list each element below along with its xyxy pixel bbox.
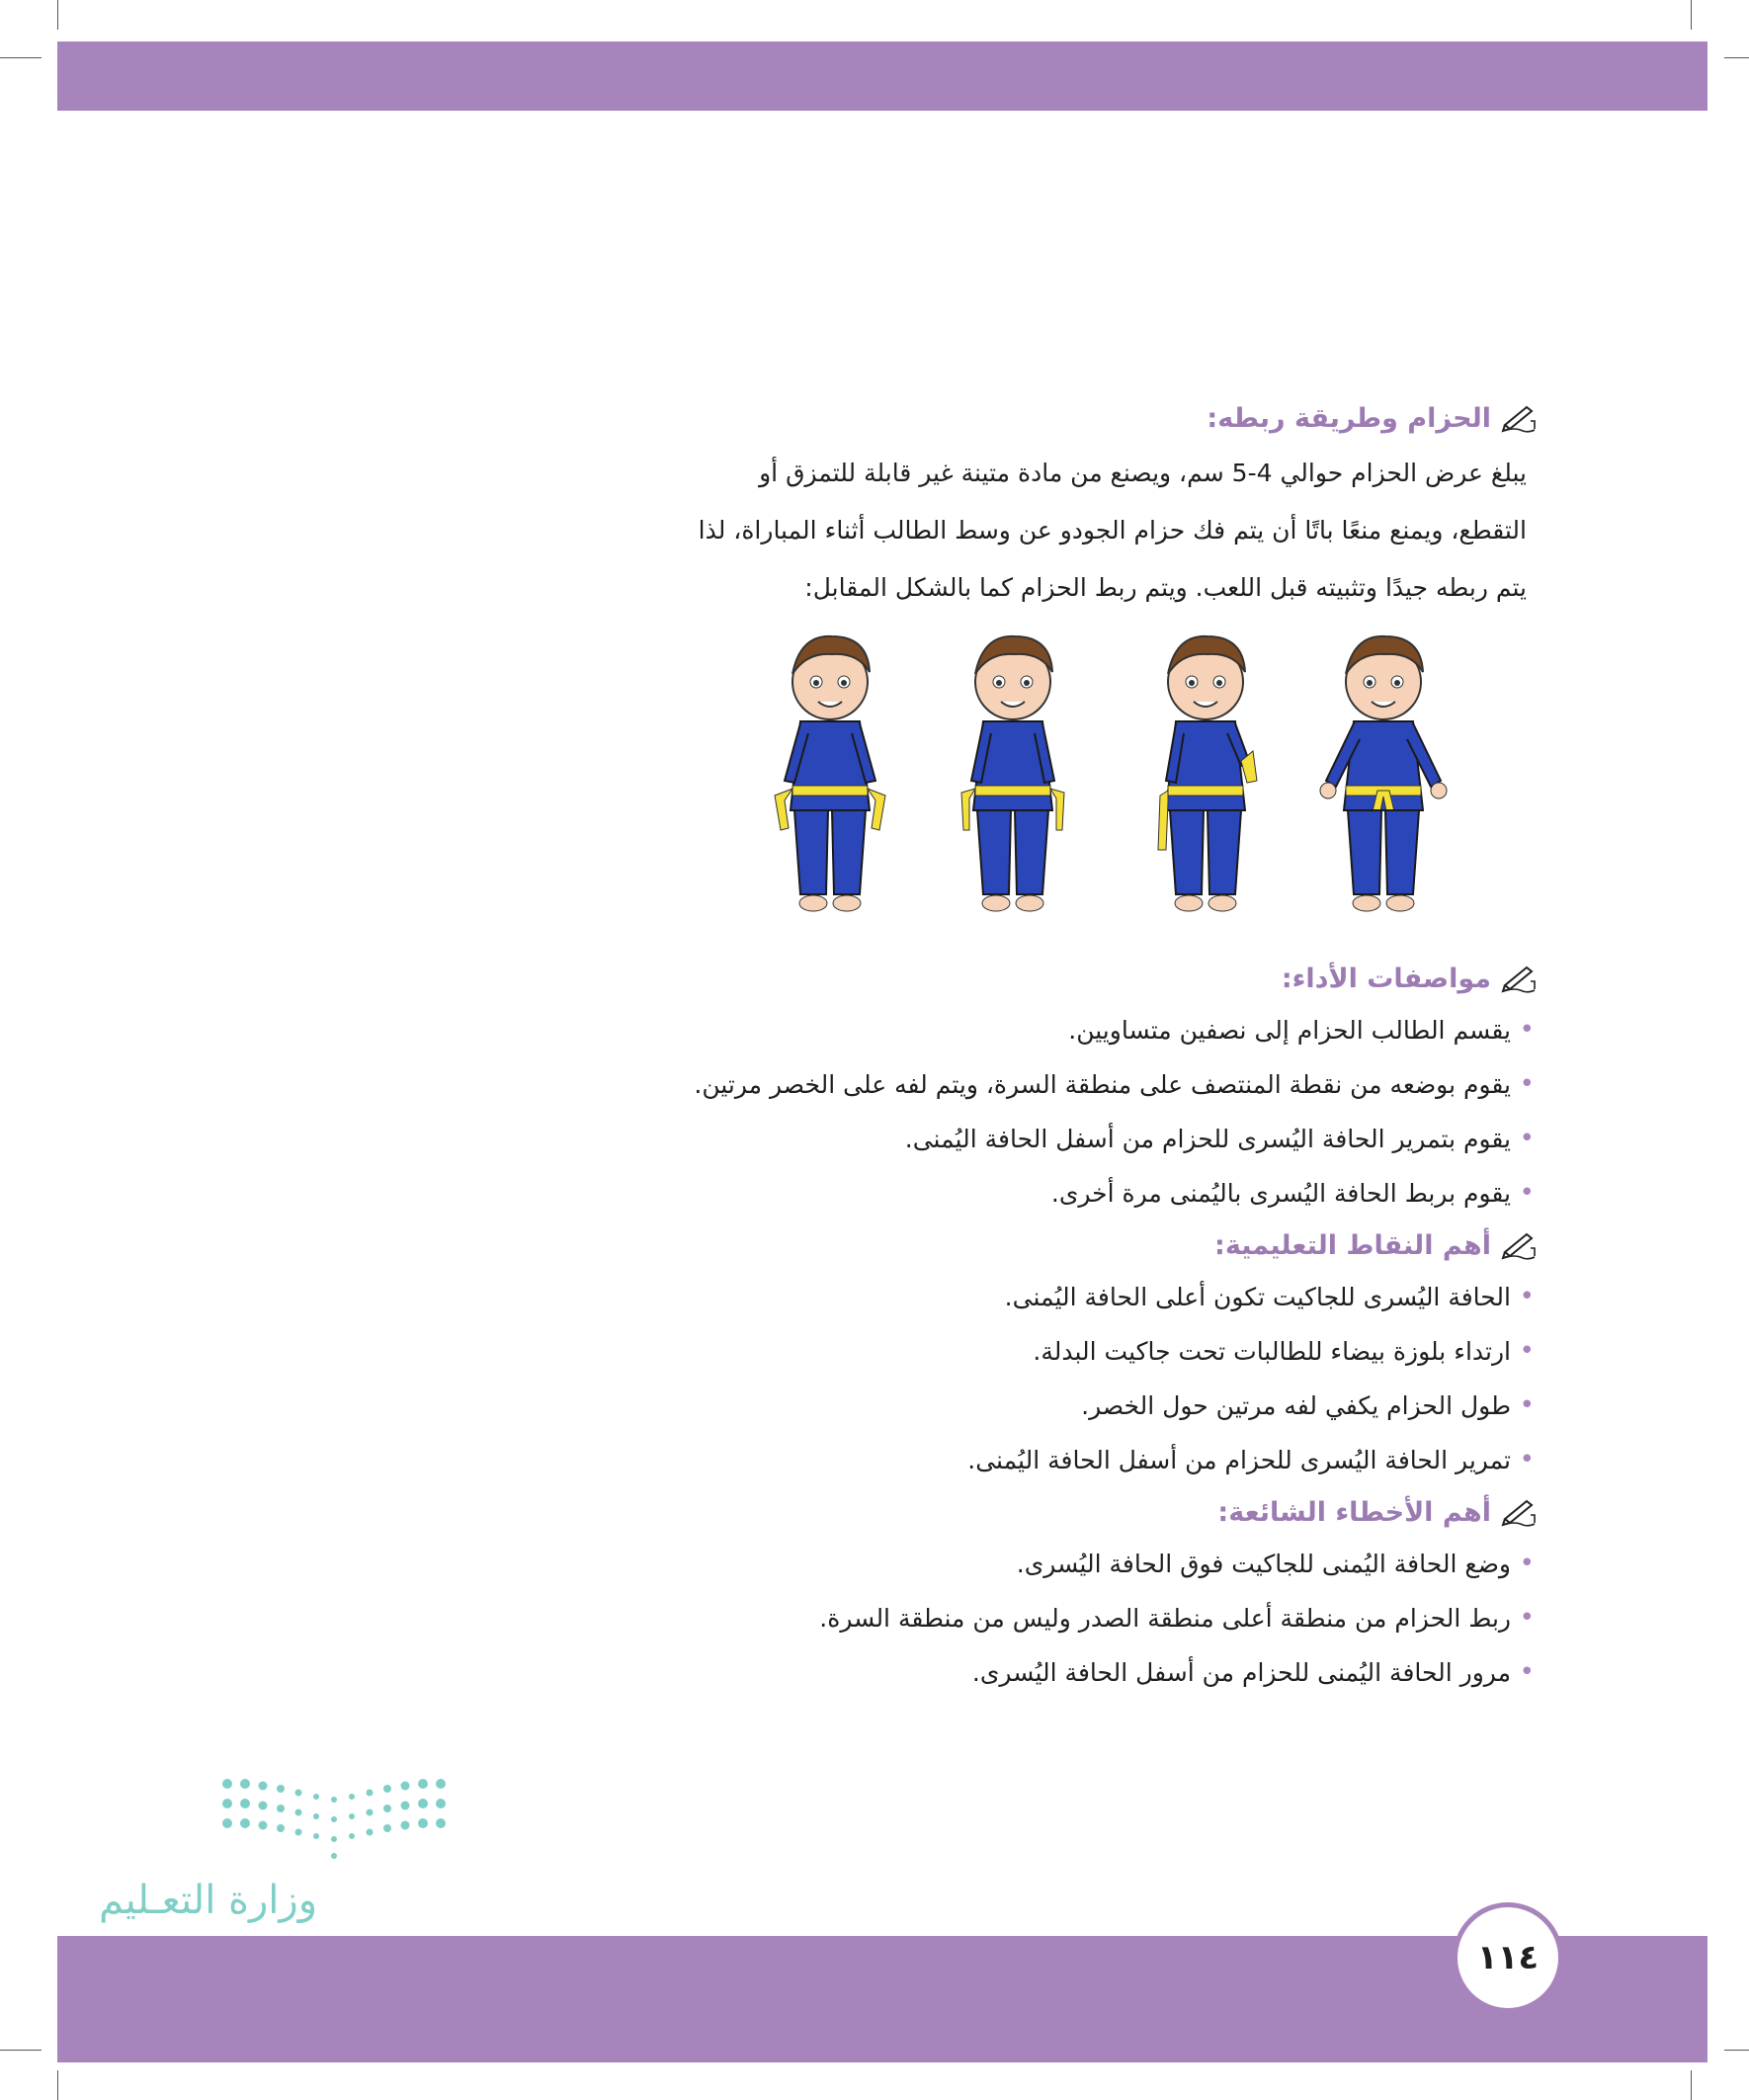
errors-heading-text: أهم الأخطاء الشائعة:: [1217, 1496, 1491, 1528]
list-item: • يقوم بتمرير الحافة اليُسرى للحزام من أسفل الحافة اليُمنى.: [583, 1112, 1537, 1166]
pen-icon: [1501, 1497, 1537, 1527]
list-item: • طول الحزام يكفي لفه مرتين حول الخصر.: [583, 1379, 1537, 1433]
belt-heading-text: الحزام وطريقة ربطه:: [1207, 402, 1491, 434]
list-item: • وضع الحافة اليُمنى للجاكيت فوق الحافة اليُسرى.: [583, 1537, 1537, 1591]
header-band: [57, 42, 1707, 111]
crop-mark: [0, 57, 42, 58]
crop-mark: [1724, 57, 1749, 58]
belt-heading: [583, 393, 1537, 443]
judoka-figure-step-1: [771, 623, 889, 919]
judoka-figure-step-2: [954, 623, 1072, 919]
belt-paragraph-line: يبلغ عرض الحزام حوالي 4-5 سم، ويصنع من مادة متينة غير قابلة للتمزق أو: [759, 459, 1527, 487]
crop-mark: [0, 2050, 42, 2051]
points-heading-text: أهم النقاط التعليمية:: [1214, 1229, 1491, 1261]
crop-mark: [1691, 2070, 1692, 2100]
main-content: [583, 393, 1537, 1700]
page-number: ١١٤: [1453, 1902, 1563, 2013]
belt-paragraph: [583, 445, 1537, 617]
list-item: • يقوم بوضعه من نقطة المنتصف على منطقة السرة، ويتم لفه على الخصر مرتين.: [583, 1057, 1537, 1112]
judoka-figure-step-4: [1314, 623, 1453, 919]
crop-mark: [1691, 0, 1692, 30]
list-item: • مرور الحافة اليُمنى للحزام من أسفل الحافة اليُسرى.: [583, 1645, 1537, 1700]
crop-mark: [1724, 2050, 1749, 2051]
specs-heading: [583, 954, 1537, 1003]
specs-heading-text: مواصفات الأداء:: [1281, 963, 1491, 994]
belt-paragraph-line: التقطع، ويمنع منعًا باتًا أن يتم فك حزام الجودو عن وسط الطالب أثناء المباراة، لذا: [698, 516, 1527, 545]
list-item: • يقوم بربط الحافة اليُسرى باليُمنى مرة أخرى.: [583, 1166, 1537, 1220]
ministry-name: وزارة التعـليم: [99, 1878, 318, 1923]
judoka-figure-step-3: [1146, 623, 1265, 919]
errors-heading: [583, 1487, 1537, 1537]
list-item: • الحافة اليُسرى للجاكيت تكون أعلى الحافة اليُمنى.: [583, 1270, 1537, 1324]
points-heading: [583, 1220, 1537, 1270]
specs-list: [583, 1003, 1537, 1220]
belt-tying-illustration: [583, 623, 1537, 944]
crop-mark: [57, 2070, 58, 2100]
list-item: • يقسم الطالب الحزام إلى نصفين متساويين.: [583, 1003, 1537, 1057]
pen-icon: [1501, 1230, 1537, 1260]
crop-mark: [57, 0, 58, 30]
belt-paragraph-line: يتم ربطه جيدًا وتثبيته قبل اللعب. ويتم ربط الحزام كما بالشكل المقابل:: [804, 573, 1527, 602]
errors-list: [583, 1537, 1537, 1700]
list-item: • تمرير الحافة اليُسرى للحزام من أسفل الحافة اليُمنى.: [583, 1433, 1537, 1487]
list-item: • ربط الحزام من منطقة أعلى منطقة الصدر وليس من منطقة السرة.: [583, 1591, 1537, 1645]
pen-icon: [1501, 964, 1537, 993]
points-list: [583, 1270, 1537, 1487]
pen-icon: [1501, 403, 1537, 433]
list-item: • ارتداء بلوزة بيضاء للطالبات تحت جاكيت البدلة.: [583, 1324, 1537, 1379]
